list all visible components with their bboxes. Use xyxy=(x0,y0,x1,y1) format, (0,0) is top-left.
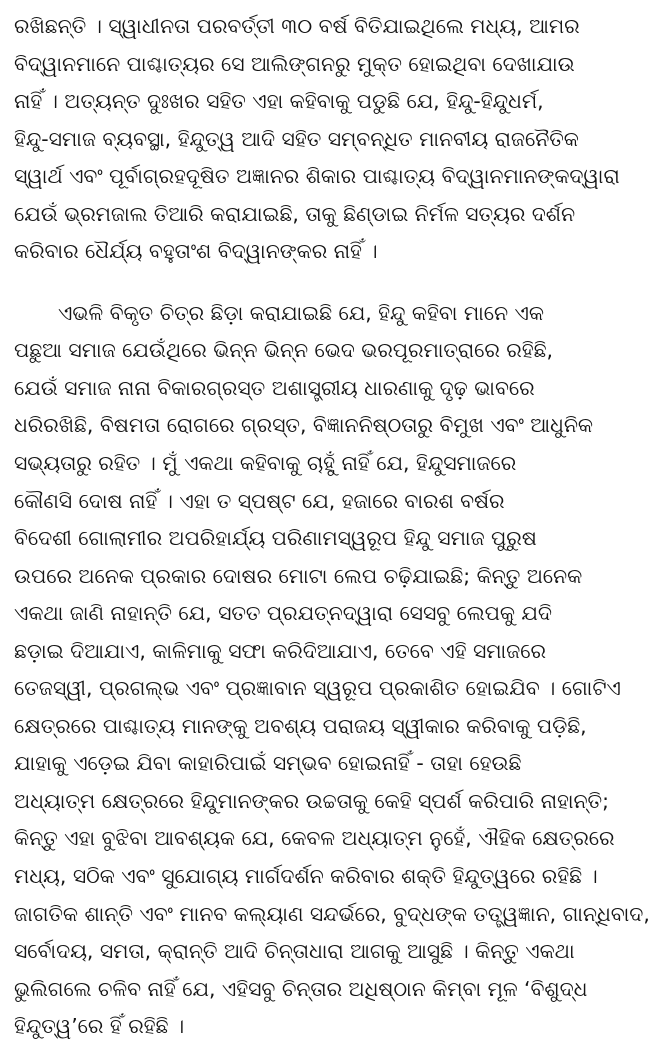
text-line: ରଖିଛନ୍ତି । ସ୍ୱାଧୀନତା ପରବର୍ତ୍ତୀ ୩୦ ବର୍ଷ ବିତିଯାଇଥିଲେ ମଧ୍ୟ, ଆମର xyxy=(14,14,580,38)
text-line: ଜାଗତିକ ଶାନ୍ତି ଏବଂ ମାନବ କଲ୍ୟାଣ ସନ୍ଦର୍ଭରେ, ବୁଦ୍ଧଙ୍କ ତତ୍ତ୍ୱଜ୍ଞାନ, ଗାନ୍ଧିବାଦ, xyxy=(14,901,650,926)
text-line: ସ୍ୱାର୍ଥ ଏବଂ ପୂର୍ବାଗ୍ରହଦୂଷିତ ଅଜ୍ଞାନର ଶିକାର ପାଶ୍ଚାତ୍ୟ ବିଦ୍ୱାନମାନଙ୍କଦ୍ୱାରା xyxy=(14,164,620,189)
text-line: ଏକଥା ଜାଣି ନାହାନ୍ତି ଯେ, ସତତ ପ୍ରଯତ୍ନଦ୍ୱାରା ସେସବୁ ଲେପକୁ ଯଦି xyxy=(14,601,552,626)
text-line: ଭୁଲିଗଲେ ଚଳିବ ନାହିଁ ଯେ, ଏହିସବୁ ଚିନ୍ତାର ଅଧିଷ୍ଠାନ କିମ୍ବା ମୂଳ ‘ବିଶୁଦ୍ଧ xyxy=(14,976,588,1001)
text-line: ସର୍ବୋଦୟ, ସମତା, କ୍ରାନ୍ତି ଆଦି ଚିନ୍ତାଧାରା ଆଗକୁ ଆସୁଛି । କିନ୍ତୁ ଏକଥା xyxy=(14,939,575,964)
text-line: କରିବାର ଧୈର୍ଯ୍ୟ ବହୁତାଂଶ ବିଦ୍ୱାନଙ୍କର ନାହିଁ । xyxy=(14,239,378,264)
text-line: ଅଧ୍ୟାତ୍ମ କ୍ଷେତ୍ରରେ ହିନ୍ଦୁମାନଙ୍କର ଉଚ୍ଚତାକୁ କେହି ସ୍ପର୍ଶ କରିପାରି ନାହାନ୍ତି; xyxy=(14,788,609,813)
text-line: କୌଣସି ଦୋଷ ନାହିଁ । ଏହା ତ ସ୍ପଷ୍ଟ ଯେ, ହଜାରେ ବାରଶ ବର୍ଷର xyxy=(14,488,505,513)
text-line: ତେଜସ୍ୱୀ, ପ୍ରଗଲ୍ଭ ଏବଂ ପ୍ରଜ୍ଞାବାନ ସ୍ୱରୂପ ପ୍ରକାଶିତ ହୋଇଯିବ । ଗୋଟିଏ xyxy=(14,676,621,701)
text-line: ଯେଉଁ ଭ୍ରମଜାଲ ତିଆରି କରାଯାଇଛି, ତାକୁ ଛିଣ୍ଡାଇ ନିର୍ମଳ ସତ୍ୟର ଦର୍ଶନ xyxy=(14,201,576,226)
text-line: ଏଭଳି ବିକୃତ ଚିତ୍ର ଛିଡ଼ା କରାଯାଇଛି ଯେ, ହିନ୍ଦୁ କହିବା ମାନେ ଏକ xyxy=(58,300,544,325)
text-line: ଯାହାକୁ ଏଡ଼େଇ ଯିବା କାହାରିପାଇଁ ସମ୍ଭବ ହୋଇନାହିଁ - ତାହା ହେଉଛି xyxy=(14,751,522,776)
text-line: ଛଡ଼ାଇ ଦିଆଯାଏ, କାଳିମାକୁ ସଫା କରିଦିଆଯାଏ, ତେବେ ଏହି ସମାଜରେ xyxy=(14,638,546,663)
text-line: କିନ୍ତୁ ଏହା ବୁଝିବା ଆବଶ୍ୟକ ଯେ, କେବଳ ଅଧ୍ୟାତ୍ମ ନୁହେଁ, ଐହିକ କ୍ଷେତ୍ରରେ xyxy=(14,826,615,851)
text-line: ହିନ୍ଦୁତ୍ୱ’ରେ ହିଁ ରହିଛି । xyxy=(14,1014,185,1039)
text-line: ସଭ୍ୟତାରୁ ରହିତ । ମୁଁ ଏକଥା କହିବାକୁ ଚାହୁଁ ନାହିଁ ଯେ, ହିନ୍ଦୁସମାଜରେ xyxy=(14,451,517,476)
paragraph-gap xyxy=(14,271,586,295)
text-line: ବିଦ୍ୱାନମାନେ ପାଶ୍ଚାତ୍ୟର ସେ ଆଲିଙ୍ଗନରୁ ମୁକ୍ତ ହୋଇଥିବା ଦେଖାଯାଉ xyxy=(14,51,575,76)
paragraph xyxy=(14,295,650,1046)
text-line: ବିଦେଶୀ ଗୋଲାମୀର ଅପରିହାର୍ଯ୍ୟ ପରିଣାମସ୍ୱରୂପ ହିନ୍ଦୁ ସମାଜ ପୁରୁଷ xyxy=(14,526,537,551)
text-line: ଉପରେ ଅନେକ ପ୍ରକାର ଦୋଷର ମୋଟା ଲେପ ଚଢ଼ିଯାଇଛି; କିନ୍ତୁ ଅନେକ xyxy=(14,563,583,588)
text-line: ହିନ୍ଦୁ-ସମାଜ ବ୍ୟବସ୍ଥା, ହିନ୍ଦୁତ୍ୱ ଆଦି ସହିତ ସମ୍ବନ୍ଧିତ ମାନବୀୟ ରାଜନୈତିକ xyxy=(14,126,579,151)
text-line: କ୍ଷେତ୍ରରେ ପାଶ୍ଚାତ୍ୟ ମାନଙ୍କୁ ଅବଶ୍ୟ ପରାଜୟ ସ୍ୱୀକାର କରିବାକୁ ପଡ଼ିଛି, xyxy=(14,713,587,738)
text-line: ପଛୁଆ ସମାଜ ଯେଉଁଥିରେ ଭିନ୍ନ ଭିନ୍ନ ଭେଦ ଭରପୂରମାତ୍ରାରେ ରହିଛି, xyxy=(14,338,554,363)
text-line: ମଧ୍ୟ, ସଠିକ ଏବଂ ସୁଯୋଗ୍ୟ ମାର୍ଗଦର୍ଶନ କରିବାର ଶକ୍ତି ହିନ୍ଦୁତ୍ୱରେ ରହିଛି । xyxy=(14,864,598,889)
text-line: ନାହିଁ । ଅତ୍ୟନ୍ତ ଦୁଃଖର ସହିତ ଏହା କହିବାକୁ ପଡୁଛି ଯେ, ହିନ୍ଦୁ-ହିନ୍ଦୁଧର୍ମ, xyxy=(14,89,544,114)
text-line: ଯେଉଁ ସମାଜ ନାନା ବିକାରଗ୍ରସ୍ତ ଅଶାସ୍ତ୍ରୀୟ ଧାରଣାକୁ ଦୃଢ଼ ଭାବରେ xyxy=(14,375,535,400)
paragraph xyxy=(14,8,620,271)
text-line: ଧରିରଖିଛି, ବିଷମତା ରୋଗରେ ଗ୍ରସ୍ତ, ବିଜ୍ଞାନନିଷ୍ଠତାରୁ ବିମୁଖ ଏବଂ ଆଧୁନିକ xyxy=(14,413,593,438)
